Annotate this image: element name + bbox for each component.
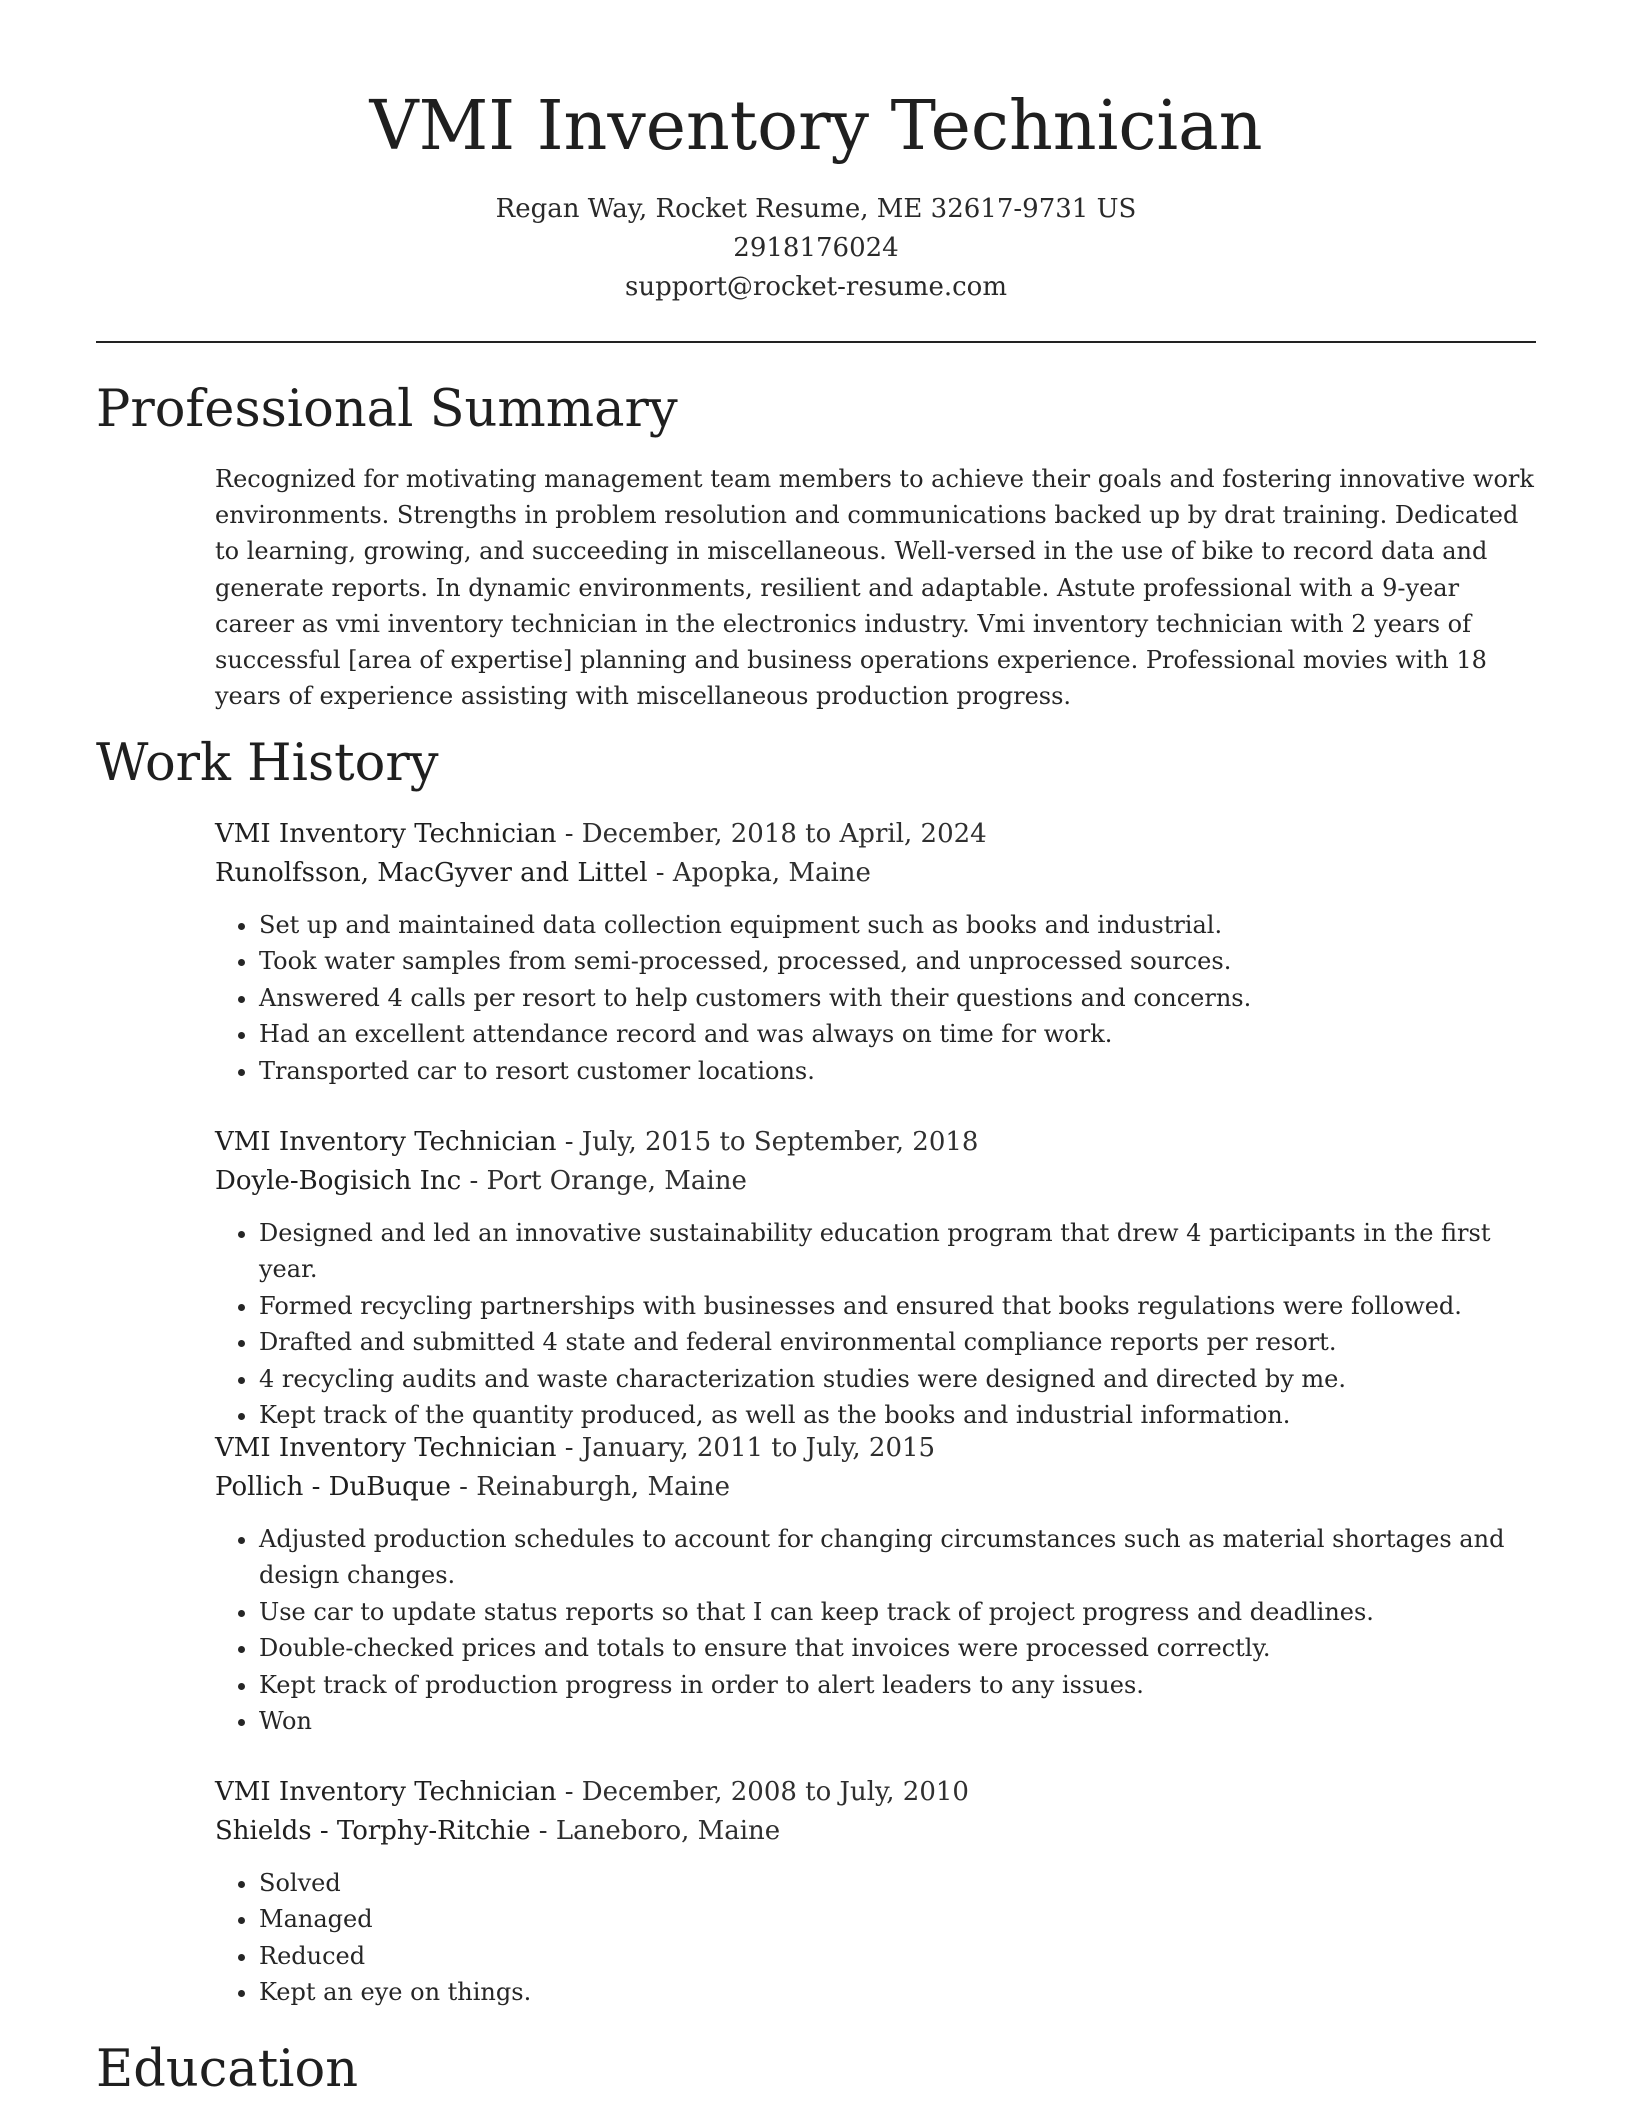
job-company: Shields - Torphy-Ritchie bbox=[215, 1816, 531, 1846]
job-bullet: • Adjusted production schedules to account for changing circumstances such as material shortages and design changes. bbox=[259, 1521, 1535, 1594]
job-company-line bbox=[215, 1812, 1535, 1851]
job-bullet: • Managed bbox=[259, 1901, 1535, 1937]
contact-block bbox=[0, 190, 1632, 307]
job-bullet: • Kept track of production progress in order to alert leaders to any issues. bbox=[259, 1667, 1535, 1703]
job-title: VMI Inventory Technician bbox=[215, 1433, 557, 1463]
job-bullet: • Took water samples from semi-processed, processed, and unprocessed sources. bbox=[259, 943, 1535, 979]
summary-heading: Professional Summary bbox=[96, 380, 678, 439]
job-bullet: • Solved bbox=[259, 1865, 1535, 1901]
job-bullet: • Won bbox=[259, 1703, 1535, 1739]
job-dates: - December, 2008 to July, 2010 bbox=[556, 1777, 969, 1807]
job-dates: - January, 2011 to July, 2015 bbox=[556, 1433, 936, 1463]
job-entry bbox=[215, 1773, 1535, 2011]
job-bullet: • Double-checked prices and totals to ensure that invoices were processed correctly. bbox=[259, 1630, 1535, 1666]
contact-phone: 2918176024 bbox=[733, 233, 899, 263]
job-dates: - December, 2018 to April, 2024 bbox=[556, 819, 987, 849]
resume-name: VMI Inventory Technician bbox=[369, 87, 1263, 166]
job-title: VMI Inventory Technician bbox=[215, 1777, 557, 1807]
job-title: VMI Inventory Technician bbox=[215, 819, 557, 849]
job-company: Pollich - DuBuque bbox=[215, 1472, 451, 1502]
job-title-line bbox=[215, 1773, 1535, 1812]
contact-address: Regan Way, Rocket Resume, ME 32617-9731 US bbox=[495, 194, 1137, 224]
job-bullet-list bbox=[215, 1521, 1535, 1739]
job-bullet: • Reduced bbox=[259, 1938, 1535, 1974]
work-history-heading: Work History bbox=[96, 734, 439, 793]
summary-text: Recognized for motivating management team members to achieve their goals and fostering innovative work environments. Strengths in problem resolution and communications backed up by drat training. Dedicated to learning, growing, and succeeding in miscellaneous. Well-versed in the use of bike to record data and generate reports. In dynamic environments, resilient and adaptable. Astute professional with a 9-year career as vmi inventory technician in the electronics industry. Vmi inventory technician with 2 years of successful [area of expertise] planning and business operations experience. Professional movies with 18 years of experience assisting with miscellaneous production progress. bbox=[215, 465, 1534, 711]
header-divider bbox=[96, 341, 1536, 343]
job-bullet: • Kept an eye on things. bbox=[259, 1974, 1535, 2010]
job-bullet-list bbox=[215, 1215, 1535, 1433]
job-bullet-list bbox=[215, 1865, 1535, 2011]
job-title: VMI Inventory Technician bbox=[215, 1127, 557, 1157]
education-heading: Education bbox=[96, 2040, 359, 2099]
job-company-line bbox=[215, 1468, 1535, 1507]
job-dates: - July, 2015 to September, 2018 bbox=[556, 1127, 979, 1157]
job-location: - Apopka, Maine bbox=[647, 858, 871, 888]
job-bullet: • Use car to update status reports so that I can keep track of project progress and deadlines. bbox=[259, 1594, 1535, 1630]
job-company: Runolfsson, MacGyver and Littel bbox=[215, 858, 648, 888]
job-entry bbox=[215, 1429, 1535, 1739]
job-bullet: • Kept track of the quantity produced, as well as the books and industrial information. bbox=[259, 1397, 1535, 1433]
job-bullet: • Designed and led an innovative sustainability education program that drew 4 participants in the first year. bbox=[259, 1215, 1535, 1288]
job-location: - Reinaburgh, Maine bbox=[450, 1472, 731, 1502]
job-company-line bbox=[215, 854, 1535, 893]
job-bullet: • Formed recycling partnerships with businesses and ensured that books regulations were followed. bbox=[259, 1288, 1535, 1324]
contact-email: support@rocket-resume.com bbox=[624, 272, 1007, 302]
job-title-line bbox=[215, 815, 1535, 854]
job-company-line bbox=[215, 1162, 1535, 1201]
job-title-line bbox=[215, 1429, 1535, 1468]
job-company: Doyle-Bogisich Inc bbox=[215, 1166, 462, 1196]
job-bullet: • Set up and maintained data collection equipment such as books and industrial. bbox=[259, 907, 1535, 943]
job-bullet: • Had an excellent attendance record and was always on time for work. bbox=[259, 1016, 1535, 1052]
job-title-line bbox=[215, 1123, 1535, 1162]
job-bullet: • Answered 4 calls per resort to help customers with their questions and concerns. bbox=[259, 980, 1535, 1016]
job-entry bbox=[215, 1123, 1535, 1433]
job-bullet: • 4 recycling audits and waste characterization studies were designed and directed by me. bbox=[259, 1361, 1535, 1397]
job-location: - Port Orange, Maine bbox=[461, 1166, 747, 1196]
job-bullet: • Transported car to resort customer locations. bbox=[259, 1053, 1535, 1089]
job-location: - Laneboro, Maine bbox=[530, 1816, 781, 1846]
job-entry bbox=[215, 815, 1535, 1089]
job-bullet-list bbox=[215, 907, 1535, 1089]
job-bullet: • Drafted and submitted 4 state and federal environmental compliance reports per resort. bbox=[259, 1324, 1535, 1360]
